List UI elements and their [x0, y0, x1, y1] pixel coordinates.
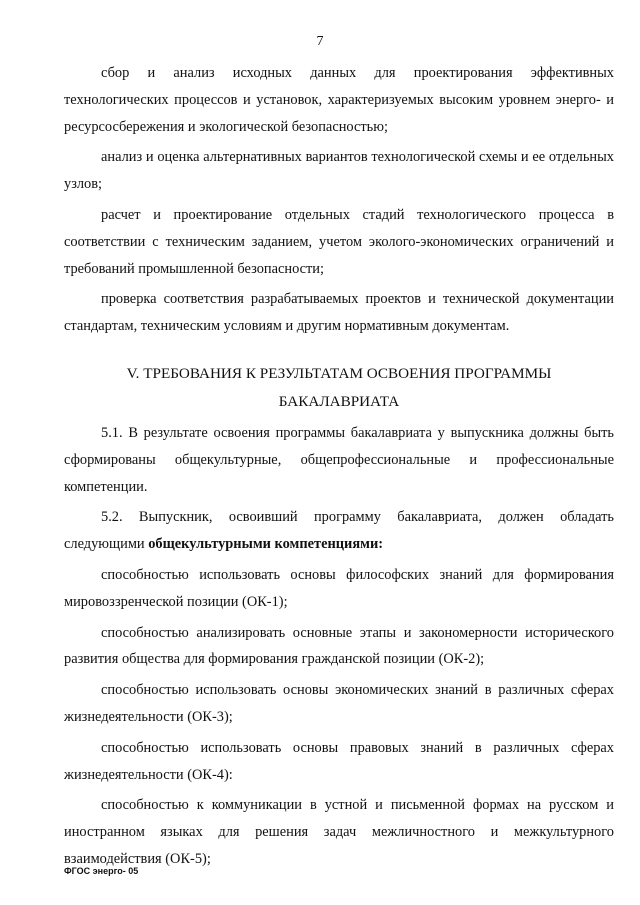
document-footer: ФГОС энерго- 05: [64, 866, 139, 876]
list-item: расчет и проектирование отдельных стадий технологического процесса в соответствии с техническим заданием, учетом эколого-экономических ограничений и требований промышленной безопасности;: [64, 206, 614, 277]
document-body: [64, 60, 614, 873]
paragraph-5-1: 5.1. В результате освоения программы бакалавриата у выпускника должны быть сформированы общекультурные, общепрофессиональные и профессиональные компетенции.: [64, 424, 614, 495]
competency-item: способностью к коммуникации в устной и письменной формах на русском и иностранном языках для решения задач межличностного и межкультурного взаимодействия (ОК-5);: [64, 797, 614, 867]
paragraph-5-2: [64, 504, 614, 558]
list-item: проверка соответствия разрабатываемых проектов и технической документации стандартам, техническим условиям и другим нормативным документам.: [64, 291, 614, 335]
list-item: сбор и анализ исходных данных для проектирования эффективных технологических процессов и установок, характеризуемых высоким уровнем энерго- и ресурсосбережения и экологической безопасностью;: [64, 65, 614, 135]
paragraph-5-2-bold: общекультурными компетенциями:: [148, 536, 384, 553]
competency-item: способностью использовать основы правовых знаний в различных сферах жизнедеятельности (ОК-4):: [64, 739, 614, 783]
page-number: 7: [316, 34, 324, 49]
section-heading-line1: V. ТРЕБОВАНИЯ К РЕЗУЛЬТАТАМ ОСВОЕНИЯ ПРОГРАММЫ: [126, 364, 552, 382]
competency-item: способностью анализировать основные этапы и закономерности исторического развития общества для формирования гражданской позиции (ОК-2);: [64, 624, 614, 668]
paragraph-5-2-text: 5.2. Выпускник, освоивший программу бакалавриата, должен обладать следующими: [64, 509, 614, 553]
list-item: анализ и оценка альтернативных вариантов технологической схемы и ее отдельных узлов;: [64, 149, 614, 193]
section-heading-line2: БАКАЛАВРИАТА: [278, 392, 400, 410]
competency-item: способностью использовать основы философских знаний для формирования мировоззренческой позиции (ОК-1);: [64, 566, 614, 610]
competency-item: способностью использовать основы экономических знаний в различных сферах жизнедеятельности (ОК-3);: [64, 682, 614, 725]
section-heading: [64, 360, 614, 416]
